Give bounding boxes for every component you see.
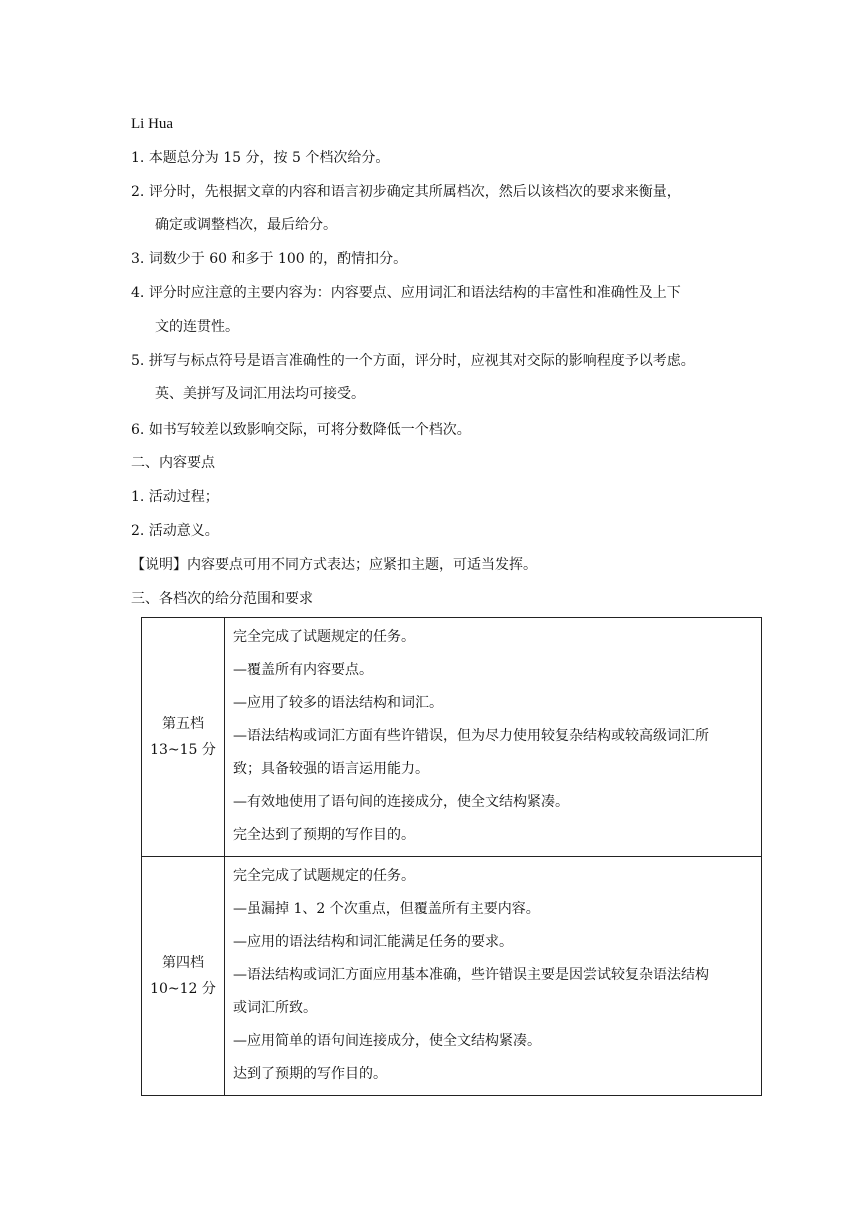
rule-number: 6. [131,422,145,438]
rule-number: 5. [131,353,145,369]
criteria-line: —虽漏掉 1、2 个次重点，但覆盖所有主要内容。 [233,901,540,917]
rule-number: 1. [131,150,145,166]
section-3-heading: 三、各档次的给分范围和要求 [131,591,313,607]
rule-text: 词数少于 60 和多于 100 的，酌情扣分。 [148,251,408,267]
criteria-line: —语法结构或词汇方面有些许错误，但为尽力使用较复杂结构或较高级词汇所 [233,728,709,744]
rule-5 [131,351,695,371]
level-label-cell [142,618,225,857]
rule-4 [131,283,681,303]
rule-6 [131,420,471,440]
criteria-line: 完全完成了试题规定的任务。 [233,868,415,884]
grading-table [141,617,762,1096]
rule-3 [131,249,407,269]
rule-text: 评分时应注意的主要内容为：内容要点、应用词汇和语法结构的丰富性和准确性及上下 [148,285,681,301]
rule-2 [131,182,681,202]
rule-text: 评分时，先根据文章的内容和语言初步确定其所属档次，然后以该档次的要求来衡量， [148,184,681,200]
criteria-line: 或词汇所致。 [233,1000,317,1016]
content-note: 【说明】内容要点可用不同方式表达；应紧扣主题，可适当发挥。 [131,557,537,573]
criteria-line: 致；具备较强的语言运用能力。 [233,761,429,777]
table-row [142,618,762,857]
criteria-line: —应用了较多的语法结构和词汇。 [233,695,443,711]
level-name: 第四档 [162,955,204,971]
rule-5-continuation: 英、美拼写及词汇用法均可接受。 [155,386,365,402]
rule-number: 3. [131,251,145,267]
student-name: Li Hua [131,116,174,132]
rule-number: 4. [131,285,145,301]
criteria-line: —应用简单的语句间连接成分，使全文结构紧凑。 [233,1033,541,1049]
rule-text: 拼写与标点符号是语言准确性的一个方面，评分时，应视其对交际的影响程度予以考虑。 [148,353,695,369]
criteria-line: 完全完成了试题规定的任务。 [233,629,415,645]
level-label-cell [142,857,225,1096]
criteria-line: —语法结构或词汇方面应用基本准确，些许错误主要是因尝试较复杂语法结构 [233,967,709,983]
criteria-line: 达到了预期的写作目的。 [233,1066,387,1082]
level-description-cell [225,857,762,1096]
content-point-1: 1. 活动过程； [131,489,219,505]
rule-4-continuation: 文的连贯性。 [155,319,239,335]
level-name: 第五档 [162,716,204,732]
rule-1 [131,148,389,168]
level-range: 13~15 分 [150,742,216,758]
rule-text: 本题总分为 15 分，按 5 个档次给分。 [148,150,390,166]
level-description-cell [225,618,762,857]
section-2-heading: 二、内容要点 [131,455,215,471]
level-range: 10~12 分 [150,981,216,997]
criteria-line: —应用的语法结构和词汇能满足任务的要求。 [233,934,513,950]
rule-number: 2. [131,184,145,200]
criteria-line: —有效地使用了语句间的连接成分，使全文结构紧凑。 [233,794,569,810]
content-point-2: 2. 活动意义。 [131,523,219,539]
criteria-line: 完全达到了预期的写作目的。 [233,827,415,843]
table-row [142,857,762,1096]
rule-text: 如书写较差以致影响交际，可将分数降低一个档次。 [148,422,471,438]
rule-2-continuation: 确定或调整档次，最后给分。 [155,217,337,233]
criteria-line: —覆盖所有内容要点。 [233,662,373,678]
